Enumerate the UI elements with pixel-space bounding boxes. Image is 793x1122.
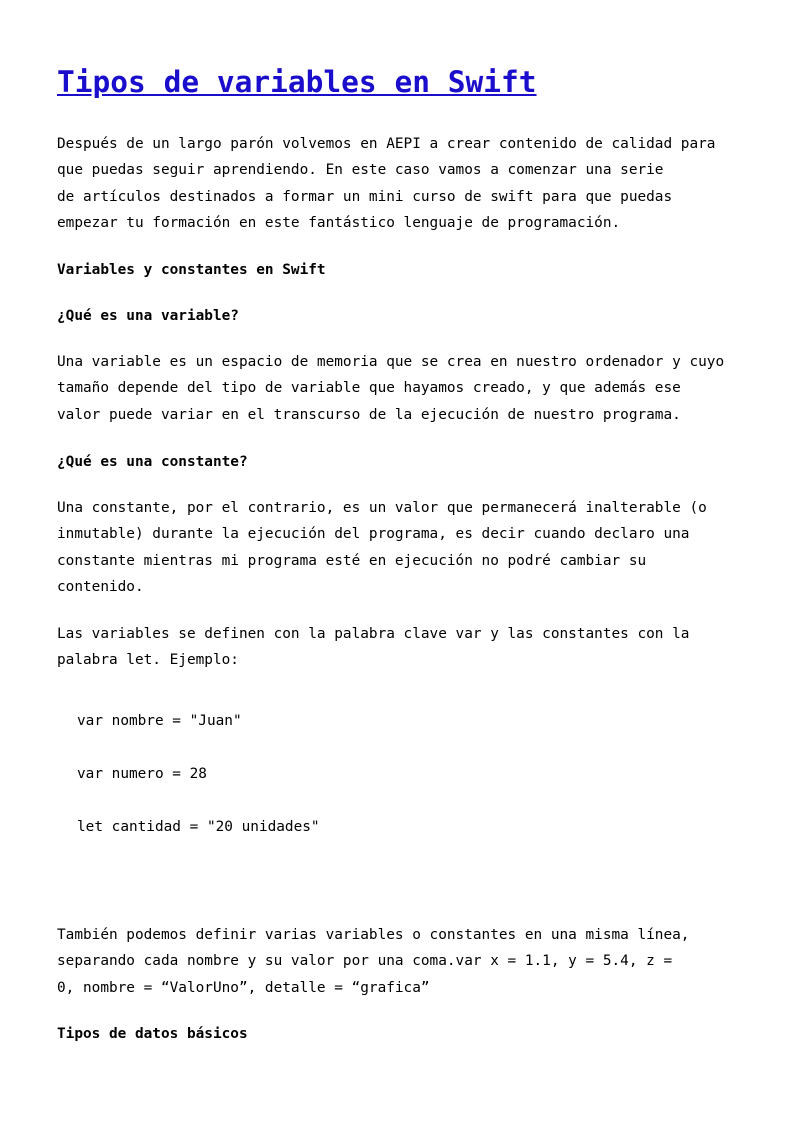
intro-line: de artículos destinados a formar un mini curso de swift para que puedas [57, 188, 673, 205]
constante-line: Una constante, por el contrario, es un valor que permanecerá inalterable (o [57, 500, 707, 516]
definition-paragraph [57, 621, 689, 674]
heading-tipos-datos: Tipos de datos básicos [57, 1026, 248, 1042]
heading-variables-constantes: Variables y constantes en Swift [57, 262, 326, 278]
article-title-link[interactable]: Tipos de variables en Swift [57, 65, 537, 99]
definition-line: palabra let. Ejemplo: [57, 652, 239, 669]
code-example-line: var numero = 28 [77, 766, 207, 782]
intro-line: empezar tu formación en este fantástico lenguaje de programación. [57, 214, 621, 231]
constante-paragraph [57, 495, 707, 600]
intro-paragraph [57, 131, 715, 236]
constante-line: constante mientras mi programa esté en ejecución no podré cambiar su [57, 552, 647, 569]
multi-declaration-line: 0, nombre = “ValorUno”, detalle = “grafica” [57, 979, 430, 996]
intro-line: Después de un largo parón volvemos en AEPI a crear contenido de calidad para [57, 136, 716, 152]
article-title [57, 64, 537, 100]
variable-line: tamaño depende del tipo de variable que hayamos creado, y que además ese [57, 380, 681, 397]
variable-line: Una variable es un espacio de memoria que se crea en nuestro ordenador y cuyo [57, 354, 725, 370]
definition-line: Las variables se definen con la palabra clave var y las constantes con la [57, 626, 690, 642]
heading-que-es-constante: ¿Qué es una constante? [57, 454, 248, 470]
heading-que-es-variable: ¿Qué es una variable? [57, 308, 239, 324]
variable-line: valor puede variar en el transcurso de la ejecución de nuestro programa. [57, 406, 681, 423]
constante-line: inmutable) durante la ejecución del programa, es decir cuando declaro una [57, 526, 690, 543]
multi-declaration-line: separando cada nombre y su valor por una coma.var x = 1.1, y = 5.4, z = [57, 953, 673, 970]
intro-line: que puedas seguir aprendiendo. En este caso vamos a comenzar una serie [57, 162, 664, 179]
constante-line: contenido. [57, 578, 144, 595]
variable-paragraph [57, 349, 724, 428]
multi-declaration-line: También podemos definir varias variables o constantes en una misma línea, [57, 927, 690, 943]
multi-declaration-paragraph [57, 922, 689, 1001]
code-example-line: var nombre = "Juan" [77, 713, 242, 729]
code-example-line: let cantidad = "20 unidades" [77, 819, 320, 835]
